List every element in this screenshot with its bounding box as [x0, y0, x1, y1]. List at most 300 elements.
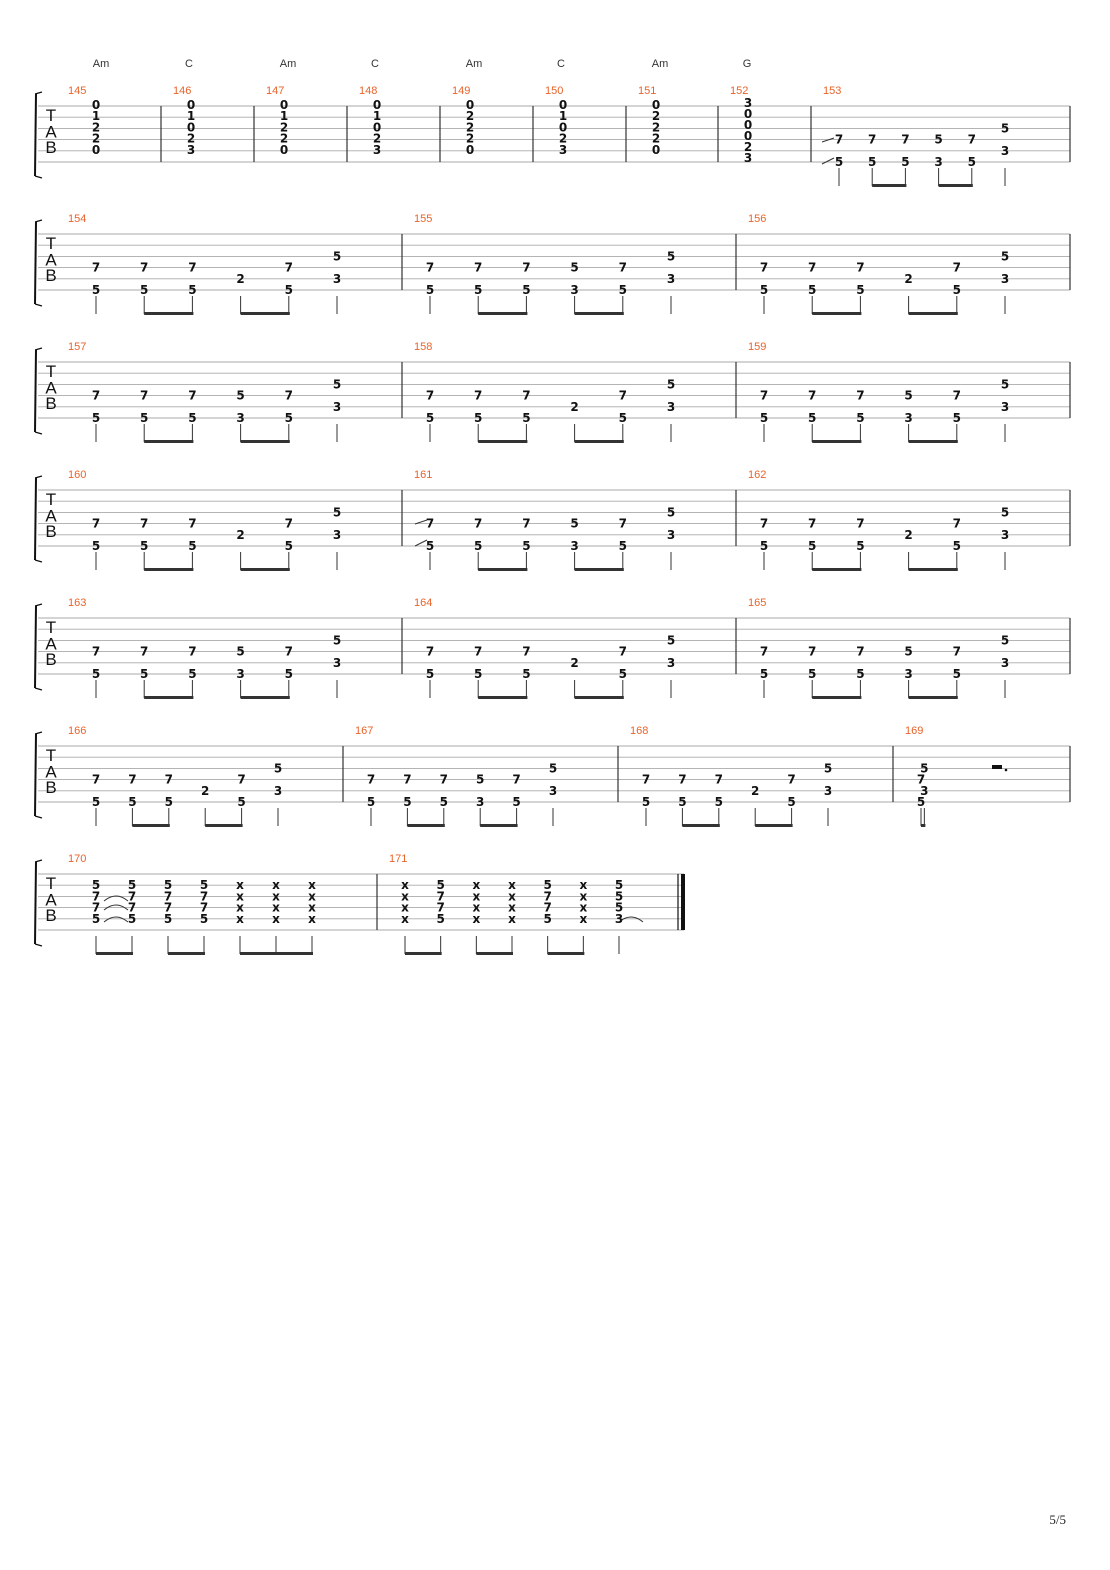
- fret-number: 7: [128, 772, 137, 787]
- fret-number: 0: [372, 120, 382, 135]
- beam: [480, 824, 517, 827]
- fret-number: 5: [140, 283, 149, 297]
- fret-number: 7: [474, 644, 483, 659]
- beam: [812, 440, 861, 443]
- bracket-top-hook: [35, 732, 42, 734]
- system-bracket: [35, 606, 36, 688]
- tab-clef-b: B: [45, 777, 57, 797]
- fret-number: 3: [1000, 527, 1010, 542]
- fret-number: 7: [808, 516, 817, 531]
- fret-number: 3: [570, 539, 579, 553]
- system-bracket: [35, 478, 36, 560]
- fret-number: 0: [558, 120, 568, 135]
- tab-clef-a: A: [45, 122, 57, 142]
- bracket-bottom-hook: [35, 816, 42, 818]
- fret-number: 5: [543, 878, 552, 893]
- fret-number: 5: [474, 283, 483, 297]
- beam: [240, 952, 277, 955]
- system-bracket: [35, 94, 36, 176]
- bracket-top-hook: [35, 348, 42, 350]
- fret-number: 3: [920, 783, 929, 798]
- fret-number: 2: [651, 120, 661, 135]
- fret-number: 7: [91, 388, 101, 403]
- beam: [144, 568, 193, 571]
- fret-number: 7: [759, 644, 769, 659]
- fret-number: 5: [236, 388, 245, 403]
- fret-number: 7: [425, 388, 435, 403]
- tab-clef-t: T: [45, 490, 57, 510]
- measure-number: 151: [638, 85, 657, 97]
- fret-number: 7: [284, 516, 293, 531]
- fret-number: 5: [952, 283, 961, 297]
- tab-clef-a: A: [45, 378, 57, 398]
- chord-name: C: [557, 58, 565, 70]
- rest-dot: [1005, 769, 1008, 772]
- fret-number: 5: [1000, 633, 1010, 648]
- fret-number: 7: [641, 772, 651, 787]
- measure-number: 154: [68, 213, 87, 225]
- beam: [909, 440, 958, 443]
- fret-number: 5: [188, 283, 197, 297]
- fret-number: 0: [465, 98, 475, 112]
- bracket-bottom-hook: [35, 432, 42, 434]
- fret-number: 5: [618, 667, 627, 681]
- fret-number: x: [236, 911, 244, 926]
- fret-number: 5: [808, 411, 817, 425]
- fret-number: 7: [714, 772, 723, 787]
- fret-number: 5: [332, 505, 342, 520]
- fret-number: 2: [279, 120, 289, 135]
- fret-number: 7: [474, 388, 483, 403]
- fret-number: 2: [904, 271, 913, 286]
- fret-number: 5: [512, 795, 521, 809]
- fret-number: 5: [127, 878, 137, 893]
- fret-number: 7: [474, 260, 483, 275]
- fret-number: 5: [91, 795, 101, 809]
- fret-number: x: [579, 911, 588, 926]
- beam: [575, 696, 624, 699]
- fret-number: 5: [1000, 377, 1010, 392]
- fret-number: 7: [522, 388, 531, 403]
- fret-number: x: [272, 911, 280, 926]
- fret-number: 7: [140, 388, 149, 403]
- fret-number: 7: [188, 388, 197, 403]
- tab-clef-t: T: [45, 362, 57, 382]
- fret-number: x: [308, 911, 316, 926]
- fret-number: 2: [186, 131, 196, 146]
- fret-number: 5: [1000, 249, 1010, 264]
- bracket-bottom-hook: [35, 688, 42, 690]
- fret-number: 7: [618, 260, 627, 275]
- beam: [96, 952, 133, 955]
- measure-number: 157: [68, 341, 87, 353]
- fret-number: 7: [856, 644, 865, 659]
- fret-number: 5: [856, 411, 865, 425]
- fret-number: x: [472, 900, 481, 915]
- fret-number: 3: [904, 667, 913, 681]
- fret-number: 5: [332, 377, 342, 392]
- measure-number: 153: [823, 85, 842, 97]
- fret-number: 7: [952, 260, 961, 275]
- beam: [476, 952, 513, 955]
- beam: [478, 568, 527, 571]
- fret-number: x: [401, 900, 409, 915]
- fret-number: 0: [651, 98, 661, 112]
- tab-clef-b: B: [45, 137, 57, 157]
- fret-number: 0: [743, 129, 753, 143]
- fret-number: 3: [570, 283, 579, 297]
- fret-number: 5: [332, 249, 342, 264]
- fret-number: 5: [808, 539, 817, 553]
- fret-number: 1: [558, 109, 568, 124]
- measure-number: 160: [68, 469, 87, 481]
- fret-number: 5: [834, 155, 844, 169]
- tie-arc: [104, 917, 128, 922]
- fret-number: 7: [952, 388, 961, 403]
- chord-name: Am: [92, 58, 110, 70]
- fret-number: 5: [273, 761, 283, 776]
- fret-number: x: [508, 889, 516, 904]
- fret-number: x: [508, 900, 516, 915]
- measure-number: 146: [173, 85, 192, 97]
- tab-clef-t: T: [45, 106, 57, 126]
- fret-number: 7: [436, 889, 445, 904]
- fret-number: 5: [366, 795, 376, 809]
- fret-number: 5: [570, 516, 579, 531]
- fret-number: 7: [91, 516, 101, 531]
- chord-name: G: [742, 58, 752, 70]
- measure-number: 168: [630, 725, 649, 737]
- fret-number: 7: [759, 388, 769, 403]
- fret-number: 5: [618, 411, 627, 425]
- fret-number: x: [472, 911, 481, 926]
- fret-number: 3: [558, 142, 568, 157]
- fret-number: 2: [558, 131, 568, 146]
- chord-name: C: [185, 58, 193, 70]
- fret-number: 7: [188, 644, 197, 659]
- fret-number: 5: [140, 667, 149, 681]
- measure-number: 166: [68, 725, 87, 737]
- fret-number: 5: [425, 539, 435, 553]
- fret-number: 5: [140, 411, 149, 425]
- fret-number: 1: [91, 109, 101, 124]
- beam: [812, 696, 861, 699]
- beam: [939, 184, 973, 187]
- beam: [132, 824, 169, 827]
- fret-number: 2: [236, 527, 245, 542]
- beam: [241, 696, 290, 699]
- fret-number: 7: [967, 132, 976, 147]
- fret-number: 5: [476, 772, 485, 787]
- measure-number: 148: [359, 85, 378, 97]
- beam: [548, 952, 585, 955]
- fret-number: 5: [188, 411, 197, 425]
- fret-number: 7: [403, 772, 412, 787]
- fret-number: 7: [856, 260, 865, 275]
- beam: [909, 696, 958, 699]
- fret-number: 2: [91, 120, 101, 135]
- fret-number: 7: [522, 644, 531, 659]
- fret-number: 2: [651, 131, 661, 146]
- measure-number: 169: [905, 725, 924, 737]
- fret-number: 7: [618, 516, 627, 531]
- fret-number: 5: [543, 911, 552, 926]
- fret-number: 5: [666, 249, 676, 264]
- beam: [407, 824, 444, 827]
- tab-clef-t: T: [45, 746, 57, 766]
- fret-number: 5: [678, 795, 687, 809]
- fret-number: 5: [904, 644, 913, 659]
- fret-number: 7: [237, 772, 246, 787]
- fret-number: x: [272, 889, 280, 904]
- fret-number: 3: [1000, 271, 1010, 286]
- beam: [478, 312, 527, 315]
- fret-number: 5: [614, 889, 624, 904]
- fret-number: 1: [372, 109, 382, 124]
- fret-number: 5: [967, 155, 976, 169]
- fret-number: 3: [823, 783, 833, 798]
- measure-number: 171: [389, 853, 408, 865]
- fret-number: x: [236, 900, 244, 915]
- fret-number: x: [401, 889, 409, 904]
- beam: [478, 696, 527, 699]
- fret-number: 5: [140, 539, 149, 553]
- tab-clef-a: A: [45, 250, 57, 270]
- fret-number: 2: [651, 109, 661, 124]
- fret-number: 7: [474, 516, 483, 531]
- beam: [168, 952, 205, 955]
- fret-number: 5: [759, 539, 769, 553]
- fret-number: 7: [127, 900, 137, 915]
- fret-number: 7: [91, 772, 101, 787]
- beam: [921, 824, 925, 827]
- measure-number: 145: [68, 85, 87, 97]
- measure-number: 165: [748, 597, 767, 609]
- fret-number: 3: [548, 783, 558, 798]
- measure-number: 163: [68, 597, 87, 609]
- fret-number: 2: [743, 140, 753, 154]
- beam: [405, 952, 442, 955]
- measure-number: 147: [266, 85, 285, 97]
- fret-number: 3: [743, 151, 753, 165]
- fret-number: 0: [651, 142, 661, 157]
- fret-number: 7: [787, 772, 796, 787]
- chord-name: Am: [651, 58, 669, 70]
- fret-number: 7: [91, 644, 101, 659]
- fret-number: 3: [1000, 399, 1010, 414]
- fret-number: 2: [201, 783, 210, 798]
- fret-number: 7: [425, 260, 435, 275]
- fret-number: 0: [91, 142, 101, 157]
- fret-number: 5: [436, 878, 445, 893]
- fret-number: 1: [279, 109, 289, 124]
- fret-number: 5: [916, 795, 926, 809]
- fret-number: 5: [284, 411, 293, 425]
- fret-number: 5: [474, 539, 483, 553]
- fret-number: 5: [188, 539, 197, 553]
- fret-number: 5: [425, 667, 435, 681]
- fret-number: 7: [759, 516, 769, 531]
- fret-number: 5: [666, 505, 676, 520]
- system-bracket: [35, 222, 36, 304]
- fret-number: 0: [558, 98, 568, 112]
- bracket-top-hook: [35, 92, 42, 94]
- beam: [241, 312, 290, 315]
- fret-number: 5: [714, 795, 723, 809]
- fret-number: 5: [237, 795, 246, 809]
- fret-number: 5: [618, 539, 627, 553]
- fret-number: 0: [279, 142, 289, 157]
- beam: [144, 440, 193, 443]
- fret-number: x: [308, 889, 316, 904]
- measure-number: 159: [748, 341, 767, 353]
- fret-number: 5: [163, 878, 173, 893]
- measure-number: 149: [452, 85, 471, 97]
- fret-number: 5: [934, 132, 943, 147]
- fret-number: 7: [759, 260, 769, 275]
- fret-number: 3: [476, 795, 485, 809]
- tab-clef-t: T: [45, 874, 57, 894]
- tab-clef-b: B: [45, 393, 57, 413]
- fret-number: 2: [279, 131, 289, 146]
- fret-number: 7: [91, 900, 101, 915]
- system-bracket: [35, 862, 36, 944]
- slide-mark: [822, 158, 834, 164]
- tab-clef-a: A: [45, 890, 57, 910]
- fret-number: 7: [425, 644, 435, 659]
- half-rest-symbol: [992, 765, 1002, 769]
- fret-number: 3: [666, 527, 676, 542]
- fret-number: 5: [91, 878, 101, 893]
- fret-number: 5: [618, 283, 627, 297]
- fret-number: 5: [856, 539, 865, 553]
- fret-number: 3: [666, 271, 676, 286]
- fret-number: 0: [279, 98, 289, 112]
- tab-clef-b: B: [45, 649, 57, 669]
- system-bracket: [35, 350, 36, 432]
- fret-number: 5: [284, 539, 293, 553]
- fret-number: x: [308, 900, 316, 915]
- fret-number: 5: [425, 283, 435, 297]
- fret-number: 7: [856, 516, 865, 531]
- fret-number: 5: [952, 411, 961, 425]
- beam: [144, 312, 193, 315]
- fret-number: 5: [128, 795, 137, 809]
- measure-number: 170: [68, 853, 87, 865]
- fret-number: 5: [403, 795, 412, 809]
- beam: [755, 824, 792, 827]
- fret-number: 5: [439, 795, 448, 809]
- fret-number: 7: [808, 260, 817, 275]
- fret-number: 7: [618, 388, 627, 403]
- fret-number: x: [579, 900, 588, 915]
- fret-number: 5: [614, 878, 624, 893]
- fret-number: 5: [808, 667, 817, 681]
- fret-number: 5: [787, 795, 796, 809]
- fret-number: 3: [666, 655, 676, 670]
- fret-number: 3: [332, 271, 342, 286]
- fret-number: 7: [140, 260, 149, 275]
- measure-number: 152: [730, 85, 749, 97]
- beam: [812, 568, 861, 571]
- tab-clef-b: B: [45, 905, 57, 925]
- bracket-top-hook: [35, 604, 42, 606]
- fret-number: 7: [199, 889, 209, 904]
- fret-number: x: [236, 878, 244, 893]
- fret-number: 5: [856, 283, 865, 297]
- fret-number: x: [272, 900, 280, 915]
- fret-number: 2: [465, 109, 475, 124]
- fret-number: 5: [522, 283, 531, 297]
- fret-number: 7: [140, 516, 149, 531]
- fret-number: 7: [618, 644, 627, 659]
- fret-number: 3: [273, 783, 283, 798]
- fret-number: x: [472, 889, 481, 904]
- fret-number: 5: [436, 911, 445, 926]
- tab-clef-b: B: [45, 265, 57, 285]
- fret-number: x: [236, 889, 244, 904]
- beam: [575, 440, 624, 443]
- fret-number: x: [508, 878, 516, 893]
- fret-number: 5: [188, 667, 197, 681]
- fret-number: 5: [920, 761, 929, 776]
- beam: [144, 696, 193, 699]
- beam: [909, 312, 958, 315]
- fret-number: 5: [522, 411, 531, 425]
- fret-number: 3: [332, 527, 342, 542]
- measure-number: 155: [414, 213, 433, 225]
- fret-number: 5: [91, 539, 101, 553]
- fret-number: 0: [186, 120, 196, 135]
- fret-number: 7: [439, 772, 448, 787]
- fret-number: 7: [868, 132, 877, 147]
- chord-name: Am: [279, 58, 297, 70]
- fret-number: 2: [570, 655, 579, 670]
- fret-number: 7: [163, 900, 173, 915]
- fret-number: 7: [901, 132, 910, 147]
- beam: [205, 824, 242, 827]
- fret-number: 7: [522, 516, 531, 531]
- fret-number: x: [401, 911, 409, 926]
- fret-number: 3: [614, 911, 624, 926]
- fret-number: 0: [465, 142, 475, 157]
- fret-number: 5: [91, 411, 101, 425]
- fret-number: 7: [188, 516, 197, 531]
- measure-number: 156: [748, 213, 767, 225]
- system-bracket: [35, 734, 36, 816]
- fret-number: 5: [284, 283, 293, 297]
- fret-number: 2: [236, 271, 245, 286]
- measure-number: 167: [355, 725, 374, 737]
- fret-number: 5: [759, 667, 769, 681]
- fret-number: 7: [808, 644, 817, 659]
- fret-number: x: [472, 878, 481, 893]
- fret-number: 5: [332, 633, 342, 648]
- stems-layer: [96, 138, 1010, 955]
- fret-number: 5: [952, 539, 961, 553]
- fret-number: 3: [666, 399, 676, 414]
- fret-number: 7: [678, 772, 687, 787]
- fret-number: 2: [465, 120, 475, 135]
- fret-number: 5: [666, 377, 676, 392]
- beam: [276, 952, 313, 955]
- fret-number: 7: [199, 900, 209, 915]
- page-number: 5/5: [1049, 1512, 1066, 1527]
- bracket-top-hook: [35, 476, 42, 478]
- fret-number: 3: [186, 142, 196, 157]
- fret-number: 5: [1000, 505, 1010, 520]
- fret-number: 5: [570, 260, 579, 275]
